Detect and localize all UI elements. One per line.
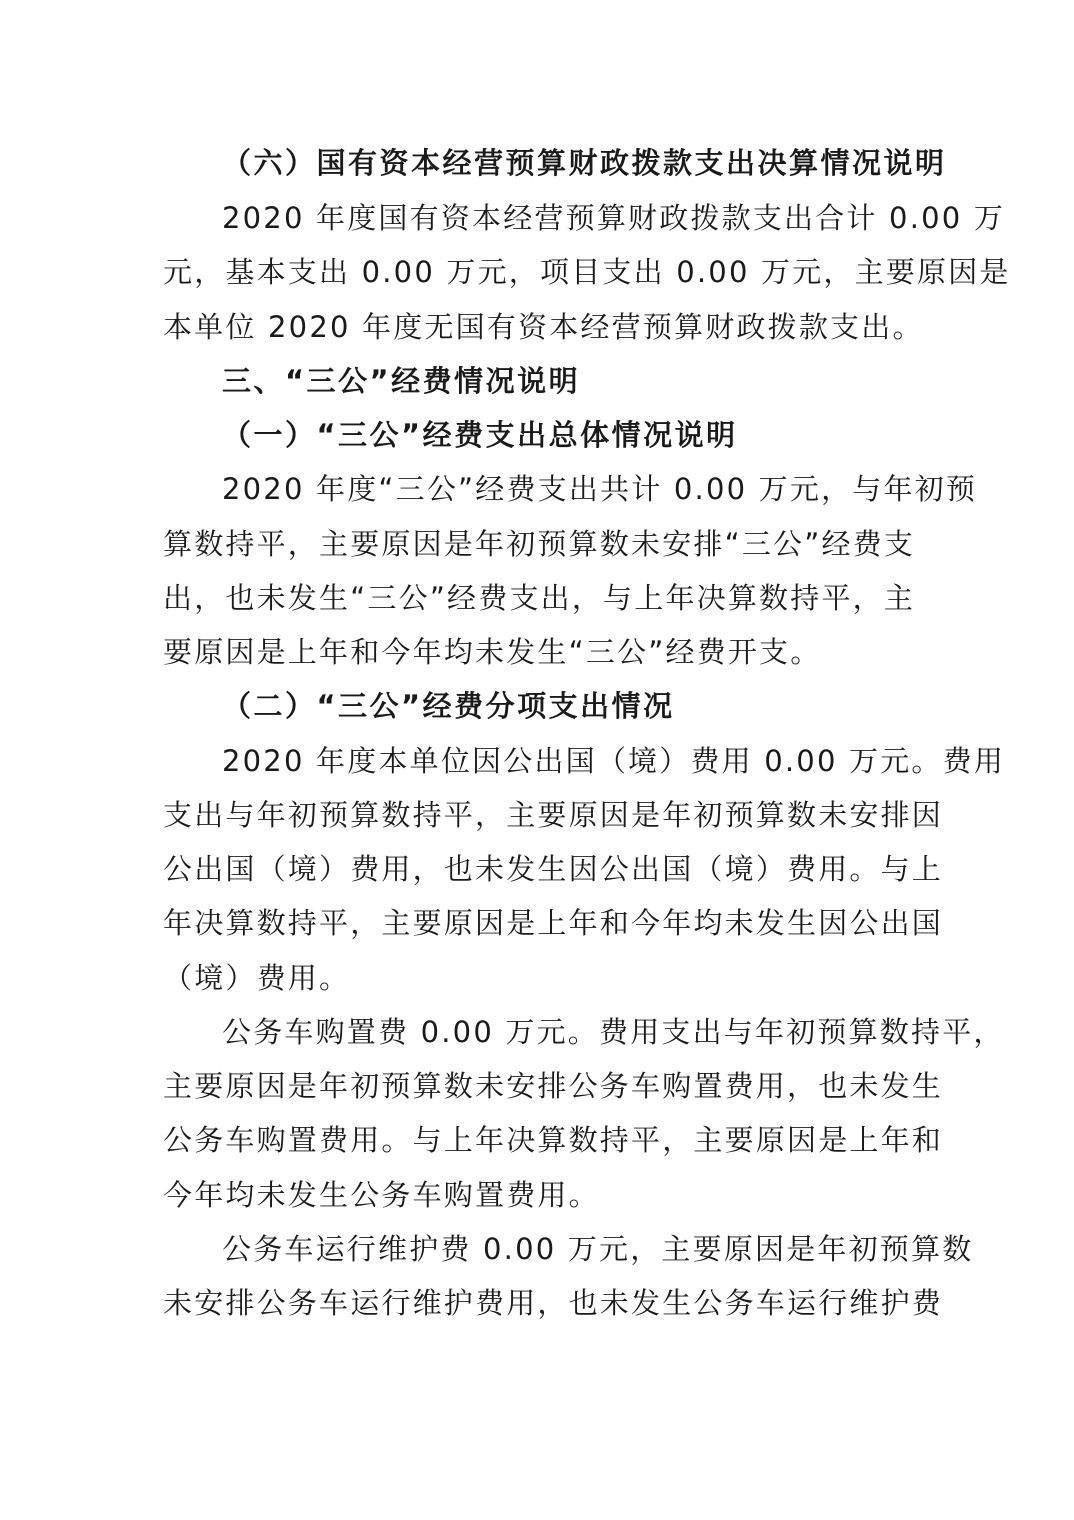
paragraph-line: 2020 年度本单位因公出国（境）费用 0.00 万元。费用 <box>222 744 1006 778</box>
paragraph-line: 支出与年初预算数持平，主要原因是年初预算数未安排因 <box>163 798 944 832</box>
heading-state-capital-budget: （六）国有资本经营预算财政拨款支出决算情况说明 <box>222 146 947 180</box>
paragraph-line: 元，基本支出 0.00 万元，项目支出 0.00 万元，主要原因是 <box>163 255 1011 289</box>
paragraph-line: 年决算数持平，主要原因是上年和今年均未发生因公出国 <box>163 906 944 940</box>
paragraph-line: 公出国（境）费用，也未发生因公出国（境）费用。与上 <box>163 852 944 886</box>
paragraph-line: 2020 年度国有资本经营预算财政拨款支出合计 0.00 万 <box>222 201 1006 235</box>
paragraph-line: 本单位 2020 年度无国有资本经营预算财政拨款支出。 <box>163 310 924 344</box>
paragraph-line: 2020 年度“三公”经费支出共计 0.00 万元，与年初预 <box>222 472 978 506</box>
paragraph-line: 今年均未发生公务车购置费用。 <box>163 1178 600 1212</box>
paragraph-line: 公务车购置费用。与上年决算数持平，主要原因是上年和 <box>163 1123 944 1157</box>
paragraph-line: 算数持平，主要原因是年初预算数未安排“三公”经费支 <box>163 527 916 561</box>
paragraph-line: 公务车运行维护费 0.00 万元，主要原因是年初预算数 <box>222 1232 974 1266</box>
section-title-three-public: 三、“三公”经费情况说明 <box>222 364 581 398</box>
paragraph-line: 出，也未发生“三公”经费支出，与上年决算数持平，主 <box>163 581 916 615</box>
paragraph-line: 主要原因是年初预算数未安排公务车购置费用，也未发生 <box>163 1069 944 1103</box>
heading-itemized-expenditure: （二）“三公”经费分项支出情况 <box>222 689 675 723</box>
heading-overall-expenditure: （一）“三公”经费支出总体情况说明 <box>222 418 738 452</box>
paragraph-line: 未安排公务车运行维护费用，也未发生公务车运行维护费 <box>163 1286 944 1320</box>
paragraph-line: 公务车购置费 0.00 万元。费用支出与年初预算数持平， <box>222 1015 1005 1049</box>
paragraph-line: 要原因是上年和今年均未发生“三公”经费开支。 <box>163 635 822 669</box>
paragraph-line: （境）费用。 <box>163 961 351 995</box>
